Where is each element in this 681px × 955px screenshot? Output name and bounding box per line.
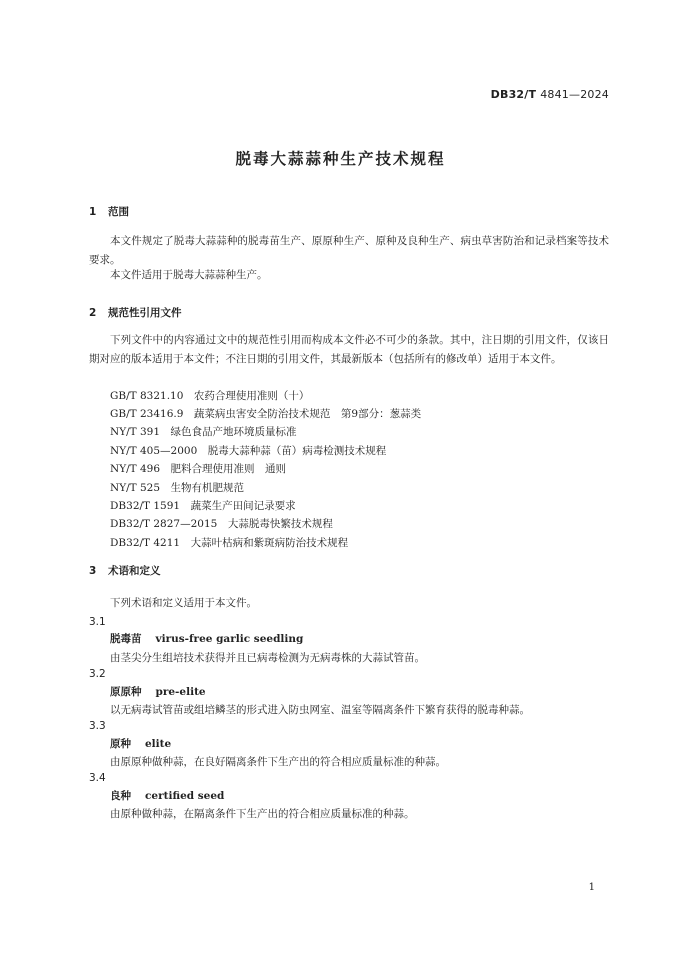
reference-item: NY/T 525 生物有机肥规范 [110, 482, 245, 494]
term-heading [110, 736, 171, 751]
reference-item: DB32/T 4211 大蒜叶枯病和紫斑病防治技术规程 [110, 537, 349, 549]
reference-item: NY/T 496 肥料合理使用准则 通则 [110, 463, 287, 475]
reference-item: NY/T 391 绿色食品产地环境质量标准 [110, 426, 297, 438]
term-english: pre-elite [155, 686, 206, 698]
term-chinese: 原原种 [110, 686, 142, 698]
term-heading [110, 684, 206, 699]
term-chinese: 原种 [110, 738, 131, 750]
term-definition: 由原种做种蒜，在隔离条件下生产出的符合相应质量标准的种蒜。 [110, 808, 415, 820]
section-title: 术语和定义 [108, 565, 161, 577]
term-chinese: 脱毒苗 [110, 633, 142, 645]
term-definition: 由原原种做种蒜，在良好隔离条件下生产出的符合相应质量标准的种蒜。 [110, 756, 446, 768]
section-number: 2 [89, 307, 97, 319]
term-number: 3.2 [89, 668, 106, 680]
term-definition: 以无病毒试管苗或组培鳞茎的形式进入防虫网室、温室等隔离条件下繁育获得的脱毒种蒜。 [110, 704, 530, 716]
term-heading [110, 631, 303, 646]
section-heading-terms [89, 563, 161, 578]
term-chinese: 良种 [110, 790, 131, 802]
standard-code [491, 88, 609, 101]
reference-item: NY/T 405—2000 脱毒大蒜种蒜（苗）病毒检测技术规程 [110, 445, 387, 457]
standard-number: 4841—2024 [540, 88, 609, 101]
page-number: 1 [588, 882, 595, 893]
term-number: 3.3 [89, 720, 106, 732]
term-english: virus-free garlic seedling [155, 633, 304, 645]
term-number: 3.1 [89, 616, 106, 628]
section-title: 规范性引用文件 [108, 307, 182, 319]
reference-item: GB/T 23416.9 蔬菜病虫害安全防治技术规范 第9部分：葱蒜类 [110, 408, 422, 420]
reference-item: GB/T 8321.10 农药合理使用准则（十） [110, 390, 310, 402]
section-number: 3 [89, 565, 97, 577]
standard-prefix: DB32/T [490, 88, 537, 101]
term-english: certified seed [145, 790, 225, 802]
scope-paragraph-2: 本文件适用于脱毒大蒜蒜种生产。 [110, 269, 268, 281]
section-number: 1 [89, 206, 97, 218]
reference-item: DB32/T 2827—2015 大蒜脱毒快繁技术规程 [110, 518, 333, 530]
references-intro: 下列文件中的内容通过文中的规范性引用而构成本文件必不可少的条款。其中，注日期的引用文件，仅该日期对应的版本适用于本文件；不注日期的引用文件，其最新版本（包括所有的修改单）适用于本文件。 [89, 334, 609, 365]
reference-item: DB32/T 1591 蔬菜生产田间记录要求 [110, 500, 296, 512]
section-title: 范围 [108, 206, 129, 218]
section-heading-scope [89, 204, 129, 219]
term-number: 3.4 [89, 772, 106, 784]
section-heading-references [89, 305, 182, 320]
term-heading [110, 788, 224, 803]
term-english: elite [145, 738, 172, 750]
scope-paragraph-1: 本文件规定了脱毒大蒜蒜种的脱毒苗生产、原原种生产、原种及良种生产、病虫草害防治和记录档案等技术要求。 [89, 235, 609, 266]
term-definition: 由茎尖分生组培技术获得并且已病毒检测为无病毒株的大蒜试管苗。 [110, 652, 425, 664]
document-title: 脱毒大蒜蒜种生产技术规程 [235, 150, 446, 168]
terms-intro: 下列术语和定义适用于本文件。 [110, 597, 257, 609]
